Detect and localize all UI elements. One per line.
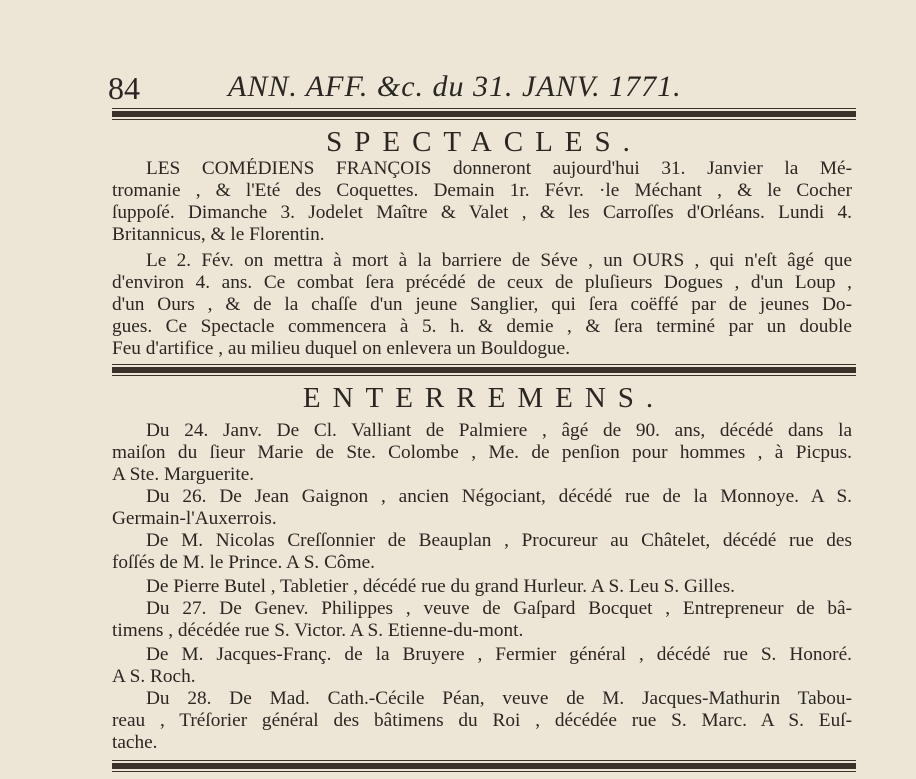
text-line: De Pierre Butel , Tabletier , décédé rue du grand Hurleur. A S. Leu S. Gilles.	[146, 576, 735, 597]
paragraph-entry	[130, 576, 852, 598]
text-line: Feu d'artifice , au milieu duquel on enlevera un Bouldogue.	[112, 338, 571, 359]
paragraph-entry	[112, 688, 852, 754]
paragraph-entry	[112, 530, 852, 574]
text-line: Du 28. De Mad. Cath.-Cécile Péan, veuve de M. Jacques-Mathurin Tabou-	[146, 688, 852, 709]
section-rule	[112, 364, 856, 376]
text-line: De M. Nicolas Creſſonnier de Beauplan , Procureur au Châtelet, décédé rue des	[146, 530, 852, 551]
paragraph-comediens	[112, 158, 852, 246]
text-line: Le 2. Fév. on mettra à mort à la barriere de Séve , un OURS , qui n'eſt âgé que	[146, 250, 852, 271]
text-line: foſſés de M. le Prince. A S. Côme.	[112, 552, 375, 573]
text-line: tache.	[112, 732, 158, 753]
text-line: d'un Ours , & de la chaſſe d'un jeune Sanglier, qui ſera coëffé par de jeunes Do-	[112, 294, 852, 315]
text-line: Du 24. Janv. De Cl. Valliant de Palmiere , âgé de 90. ans, décédé dans la	[146, 420, 852, 441]
paragraph-entry	[112, 644, 852, 688]
paragraph-entry	[112, 598, 852, 642]
text-line: maiſon du ſieur Marie de Ste. Colombe , Me. de penſion pour hommes , à Picpus.	[112, 442, 852, 463]
page-header	[108, 70, 868, 104]
page-number: 84	[108, 70, 140, 106]
text-line: Du 27. De Genev. Philippes , veuve de Gaſpard Bocquet , Entrepreneur de bâ-	[146, 598, 852, 619]
paragraph-entry	[112, 486, 852, 530]
paragraph-entry	[112, 420, 852, 486]
text-line: timens , décédée rue S. Victor. A S. Etienne-du-mont.	[112, 620, 524, 641]
section-title-enterremens: ENTERREMENS.	[302, 382, 666, 414]
text-line: De M. Jacques-Franç. de la Bruyere , Fermier général , décédé rue S. Honoré.	[146, 644, 852, 665]
text-line: A S. Roch.	[112, 666, 196, 687]
text-line: Britannicus, & le Florentin.	[112, 224, 325, 245]
text-line: LES COMÉDIENS FRANÇOIS donneront aujourd'hui 31. Janvier la Mé-	[146, 158, 852, 179]
running-title: ANN. AFF. &c. du 31. JANV. 1771.	[228, 70, 682, 103]
header-rule	[112, 108, 856, 120]
text-line: tromanie , & l'Eté des Coquettes. Demain 1r. Févr. ·le Méchant , & le Cocher	[112, 180, 852, 201]
text-line: d'environ 4. ans. Ce combat ſera précédé de ceux de pluſieurs Dogues , d'un Loup ,	[112, 272, 852, 293]
section-title-spectacles: SPECTACLES.	[326, 126, 642, 158]
text-line: Du 26. De Jean Gaignon , ancien Négociant, décédé rue de la Monnoye. A S.	[146, 486, 852, 507]
footer-rule	[112, 760, 856, 772]
text-line: gues. Ce Spectacle commencera à 5. h. & demie , & ſera terminé par un double	[112, 316, 852, 337]
text-line: A Ste. Marguerite.	[112, 464, 255, 485]
text-line: reau , Tréſorier général des bâtimens du Roi , décédée rue S. Marc. A S. Euſ-	[112, 710, 852, 731]
paragraph-combat	[112, 250, 852, 360]
text-line: Germain-l'Auxerrois.	[112, 508, 277, 529]
text-line: ſuppoſé. Dimanche 3. Jodelet Maître & Valet , & les Carroſſes d'Orléans. Lundi 4.	[112, 202, 852, 223]
